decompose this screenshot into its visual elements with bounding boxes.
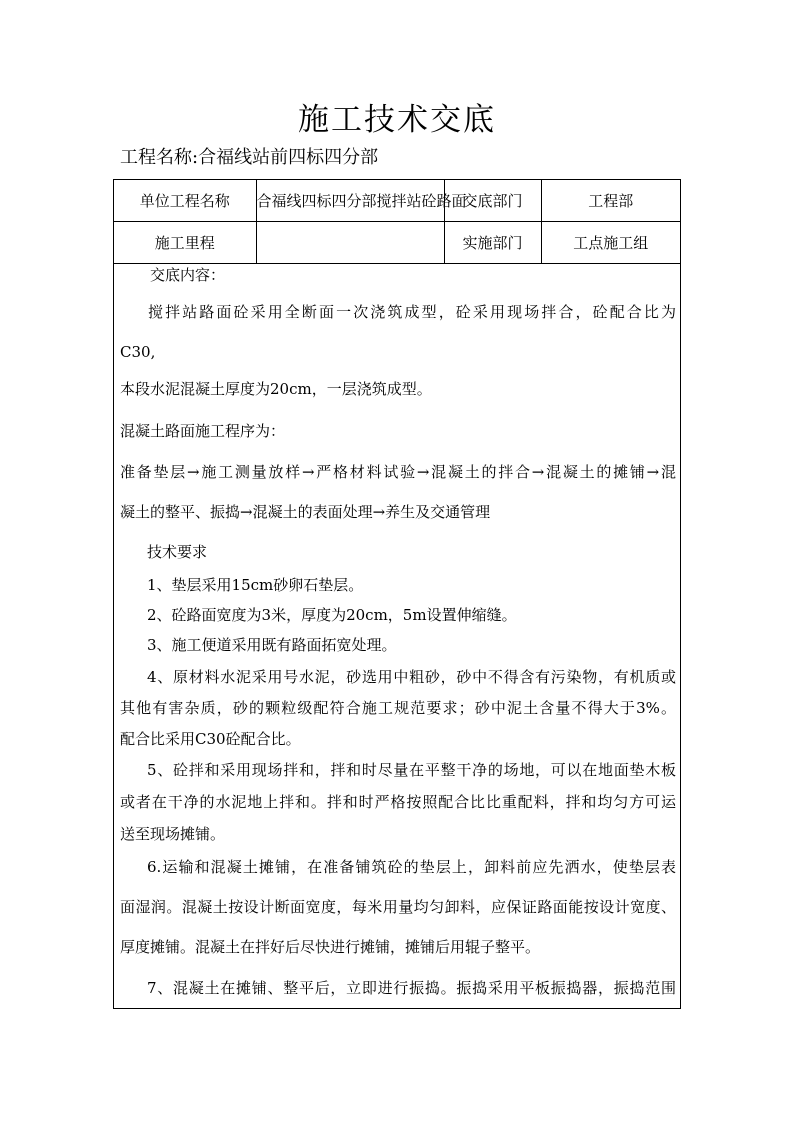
requirement-item: 厚度摊铺。混凝土在拌好后尽快进行摊铺，摊铺后用辊子整平。 — [120, 938, 541, 956]
requirement-item: 7、混凝土在摊铺、整平后，立即进行振捣。振捣采用平板振捣器，振捣范围 — [147, 979, 676, 997]
unit-value: 合福线四标四分部搅拌站砼路面 — [256, 180, 444, 222]
requirement-item: 配合比采用C30砼配合比。 — [120, 730, 301, 748]
section-heading: 技术要求 — [147, 543, 208, 561]
requirement-item: 5、砼拌和采用现场拌和，拌和时尽量在平整干净的场地，可以在地面垫木板 — [147, 761, 676, 779]
paragraph-line: 准备垫层→施工测量放样→严格材料试验→混凝土的拌合→混凝土的摊铺→混 — [120, 463, 676, 481]
paragraph-line: 搅拌站路面砼采用全断面一次浇筑成型，砼采用现场拌合，砼配合比为 — [148, 303, 676, 321]
paragraph-line: 凝土的整平、振捣→混凝土的表面处理→养生及交通管理 — [120, 503, 491, 521]
requirement-item: 送至现场摊铺。 — [120, 825, 226, 843]
requirement-item: 4、原材料水泥采用号水泥，砂选用中粗砂，砂中不得含有污染物，有机质或 — [147, 668, 676, 686]
disclosure-form — [113, 179, 681, 1009]
paragraph-line: 本段水泥混凝土厚度为20cm，一层浇筑成型。 — [120, 380, 432, 398]
requirement-item: 2、砼路面宽度为3米，厚度为20cm，5m设置伸缩缝。 — [147, 606, 517, 624]
dept-value: 工程部 — [541, 180, 680, 222]
requirement-item: 面湿润。混凝土按设计断面宽度，每米用量均匀卸料，应保证路面能按设计宽度、 — [120, 898, 676, 916]
impl-value: 工点施工组 — [541, 222, 680, 264]
requirement-item: 其他有害杂质，砂的颗粒级配符合施工规范要求；砂中泥土含量不得大于3%。 — [120, 699, 676, 717]
content-heading: 交底内容： — [150, 266, 226, 284]
mileage-label: 施工里程 — [114, 222, 256, 264]
header-row-1 — [114, 180, 680, 222]
paragraph-line: C30, — [120, 343, 156, 361]
document-title: 施工技术交底 — [298, 102, 496, 138]
mileage-value — [256, 222, 444, 264]
requirement-item: 1、垫层采用15cm砂卵石垫层。 — [147, 576, 364, 594]
header-table — [114, 180, 680, 264]
project-name: 工程名称:合福线站前四标四分部 — [120, 147, 379, 168]
requirement-item: 或者在干净的水泥地上拌和。拌和时严格按照配合比比重配料，拌和均匀方可运 — [120, 793, 676, 811]
requirement-item: 6.运输和混凝土摊铺，在准备铺筑砼的垫层上，卸料前应先洒水，使垫层表 — [147, 858, 676, 876]
unit-label: 单位工程名称 — [114, 180, 256, 222]
paragraph-line: 混凝土路面施工程序为： — [120, 422, 286, 440]
impl-label: 实施部门 — [444, 222, 541, 264]
header-row-2 — [114, 222, 680, 264]
dept-label: 交底部门 — [444, 180, 541, 222]
requirement-item: 3、施工便道采用既有路面拓宽处理。 — [147, 636, 397, 654]
